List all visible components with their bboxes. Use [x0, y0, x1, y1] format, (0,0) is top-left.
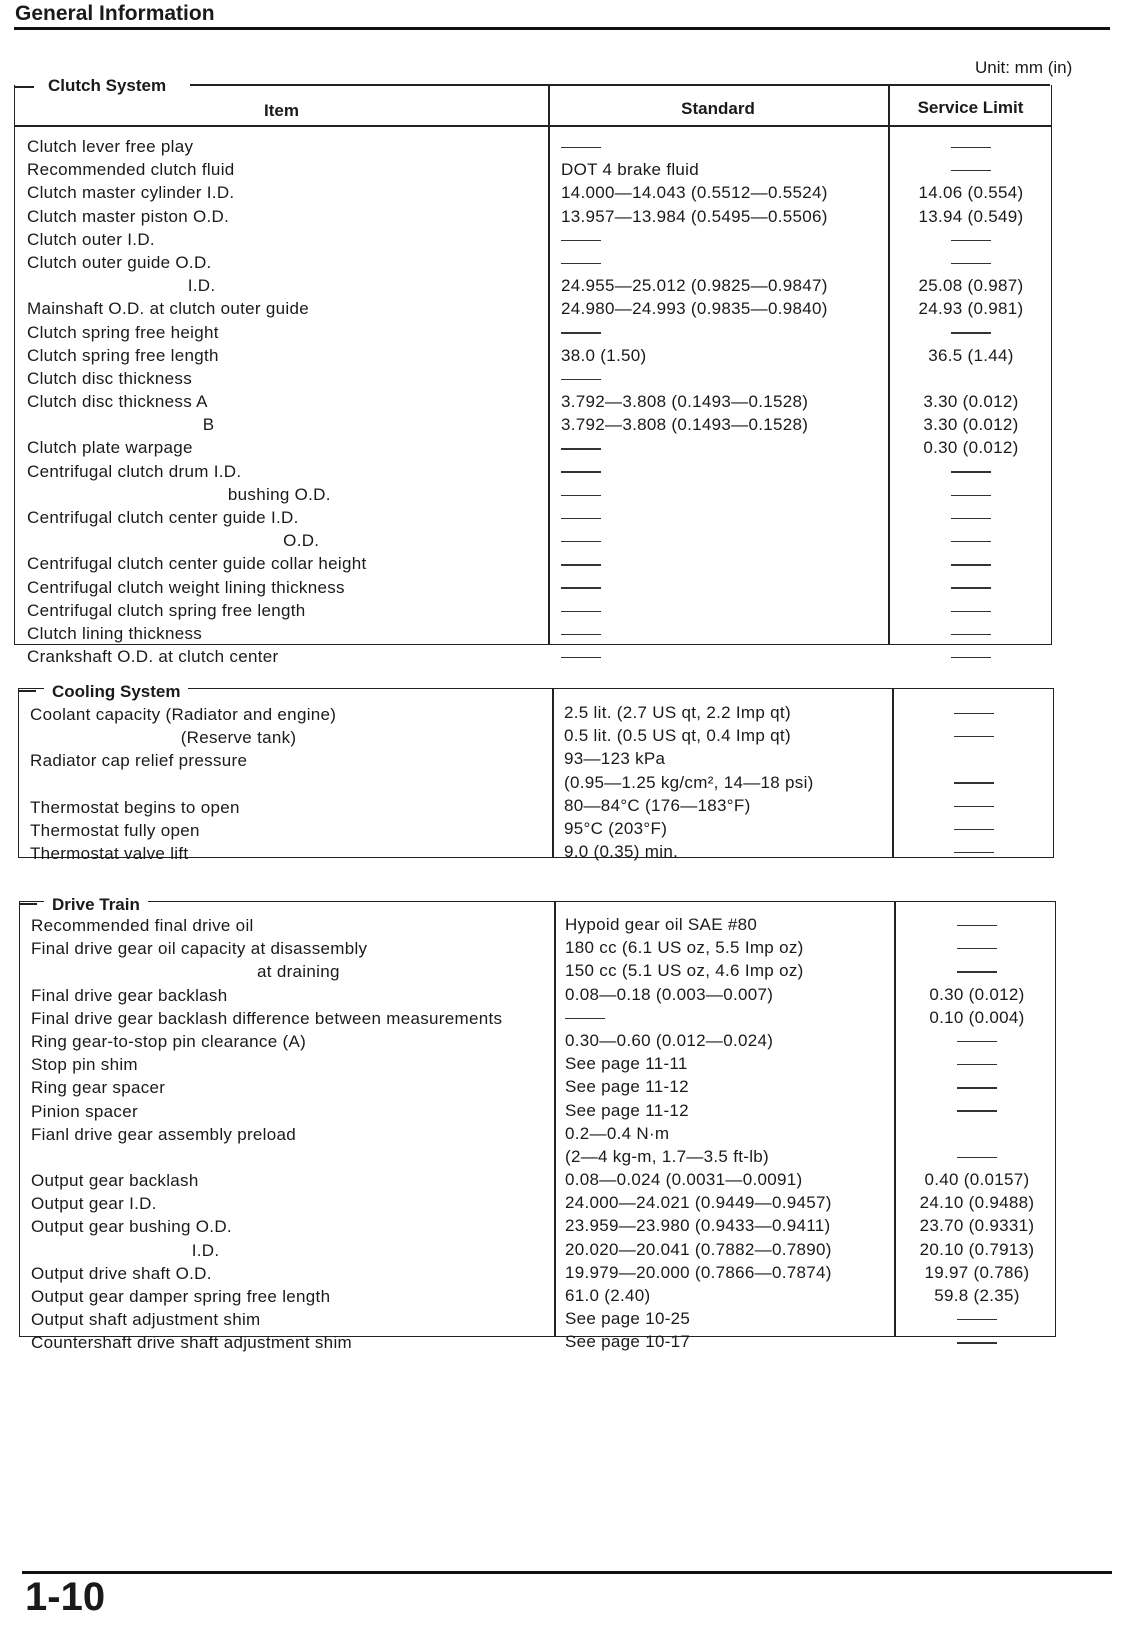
- standard-value: 14.000—14.043 (0.5512—0.5524): [561, 183, 828, 203]
- page-title: General Information: [15, 2, 215, 25]
- standard-value: [561, 436, 881, 459]
- not-specified-dash: [954, 713, 994, 715]
- cooling-service-column: [899, 701, 1049, 863]
- spec-item: (Reserve tank): [30, 728, 297, 748]
- not-specified-dash: [951, 147, 991, 149]
- not-specified-dash: [954, 782, 994, 784]
- standard-value: [561, 367, 881, 390]
- not-specified-dash: [561, 518, 601, 520]
- standard-value: 95°C (203°F): [564, 818, 668, 838]
- drive-item-column: [31, 914, 551, 1355]
- drive-train-title: Drive Train: [44, 895, 148, 915]
- service-limit-value: 0.30 (0.012): [923, 438, 1019, 458]
- item-column-header: Item: [264, 101, 299, 120]
- spec-item: Clutch outer I.D.: [27, 229, 155, 249]
- spec-item: Recommended clutch fluid: [27, 160, 235, 180]
- standard-value: 20.020—20.041 (0.7882—0.7890): [565, 1239, 832, 1259]
- standard-value: [561, 529, 881, 552]
- cooling-system-table: [18, 688, 1054, 864]
- service-limit-value: [895, 321, 1047, 344]
- not-specified-dash: [951, 471, 991, 473]
- not-specified-dash: [957, 1157, 997, 1159]
- service-limit-value: 36.5 (1.44): [928, 345, 1014, 365]
- spec-item: Centrifugal clutch drum I.D.: [27, 461, 242, 481]
- service-limit-value: 0.30 (0.012): [929, 984, 1025, 1004]
- not-specified-dash: [951, 263, 991, 265]
- standard-value: 0.08—0.024 (0.0031—0.0091): [565, 1170, 803, 1190]
- service-limit-value: [895, 251, 1047, 274]
- standard-value: 13.957—13.984 (0.5495—0.5506): [561, 206, 828, 226]
- spec-item: Pinion spacer: [31, 1101, 138, 1121]
- not-specified-dash: [561, 587, 601, 589]
- service-limit-value: [899, 701, 1049, 724]
- not-specified-dash: [954, 736, 994, 738]
- standard-value: 150 cc (5.1 US oz, 4.6 Imp oz): [565, 961, 804, 981]
- spec-item: at draining: [31, 962, 340, 982]
- service-limit-value: 59.8 (2.35): [934, 1286, 1020, 1305]
- not-specified-dash: [561, 564, 601, 566]
- not-specified-dash: [957, 1041, 997, 1043]
- service-limit-value: [895, 576, 1047, 599]
- spec-item: Thermostat valve lift: [30, 844, 189, 864]
- standard-value: (0.95—1.25 kg/cm², 14—18 psi): [564, 772, 814, 792]
- not-specified-dash: [954, 852, 994, 854]
- spec-item: Thermostat begins to open: [30, 797, 240, 817]
- standard-value: See page 11-11: [565, 1054, 688, 1074]
- not-specified-dash: [957, 1110, 997, 1112]
- standard-value: 61.0 (2.40): [565, 1286, 651, 1305]
- not-specified-dash: [957, 1087, 997, 1089]
- not-specified-dash: [561, 147, 601, 149]
- service-limit-column-header: Service Limit: [917, 98, 1024, 117]
- not-specified-dash: [561, 634, 601, 636]
- not-specified-dash: [954, 829, 994, 831]
- page-number: 1-10: [25, 1575, 106, 1619]
- standard-value: [561, 552, 881, 575]
- spec-item: Clutch master piston O.D.: [27, 206, 230, 226]
- service-limit-value: 20.10 (0.7913): [919, 1239, 1035, 1259]
- service-limit-value: [895, 506, 1047, 529]
- clutch-system-title: Clutch System: [40, 76, 174, 96]
- spec-item: Output gear backlash: [31, 1171, 199, 1191]
- cooling-item-column: [30, 703, 545, 865]
- standard-value: 2.5 lit. (2.7 US qt, 2.2 Imp qt): [564, 703, 791, 722]
- standard-value: [561, 622, 881, 645]
- standard-value: [561, 576, 881, 599]
- standard-value: 0.5 lit. (0.5 US qt, 0.4 Imp qt): [564, 726, 791, 746]
- standard-value: 24.955—25.012 (0.9825—0.9847): [561, 276, 828, 296]
- spec-item: Ring gear-to-stop pin clearance (A): [31, 1031, 307, 1051]
- cooling-system-title: Cooling System: [44, 682, 188, 702]
- not-specified-dash: [561, 448, 601, 450]
- standard-value: 9.0 (0.35) min.: [564, 842, 679, 862]
- service-limit-value: [895, 552, 1047, 575]
- service-limit-value: [895, 645, 1047, 668]
- not-specified-dash: [957, 1319, 997, 1321]
- spec-item: Output gear I.D.: [31, 1194, 157, 1214]
- standard-value: 0.2—0.4 N·m: [565, 1123, 670, 1143]
- service-limit-value: [895, 367, 1047, 390]
- spec-item: Clutch disc thickness: [27, 368, 193, 388]
- service-limit-value: 0.10 (0.004): [929, 1007, 1025, 1027]
- spec-item: bushing O.D.: [27, 484, 331, 504]
- spec-item: Final drive gear backlash difference between measurements: [31, 1008, 503, 1028]
- footer-rule: [22, 1571, 1112, 1574]
- cooling-standard-column: [564, 701, 884, 863]
- service-limit-value: [901, 1029, 1053, 1052]
- standard-value: 0.30—0.60 (0.012—0.024): [565, 1030, 774, 1050]
- standard-value: See page 10-17: [565, 1332, 691, 1352]
- spec-item: Mainshaft O.D. at clutch outer guide: [27, 299, 309, 319]
- not-specified-dash: [951, 587, 991, 589]
- standard-value: [561, 483, 881, 506]
- spec-item: Centrifugal clutch center guide collar height: [27, 554, 367, 574]
- not-specified-dash: [951, 634, 991, 636]
- spec-item: Clutch spring free height: [27, 322, 219, 342]
- service-limit-value: [895, 460, 1047, 483]
- standard-value: (2—4 kg-m, 1.7—3.5 ft-lb): [565, 1146, 770, 1166]
- not-specified-dash: [951, 518, 991, 520]
- spec-item: Stop pin shim: [31, 1055, 138, 1075]
- spec-item: Output gear bushing O.D.: [31, 1217, 232, 1237]
- service-limit-value: [895, 135, 1047, 158]
- service-limit-value: 14.06 (0.554): [918, 183, 1024, 203]
- spec-item: Final drive gear backlash: [31, 985, 228, 1005]
- spec-item: Thermostat fully open: [30, 820, 200, 840]
- not-specified-dash: [561, 263, 601, 265]
- not-specified-dash: [561, 332, 601, 334]
- column-divider: [892, 689, 894, 857]
- spec-item: Clutch outer guide O.D.: [27, 252, 212, 272]
- column-divider: [894, 902, 896, 1336]
- standard-value: DOT 4 brake fluid: [561, 160, 700, 180]
- standard-value: [561, 135, 881, 158]
- not-specified-dash: [561, 657, 601, 659]
- standard-value: 3.792—3.808 (0.1493—0.1528): [561, 415, 809, 435]
- not-specified-dash: [957, 1064, 997, 1066]
- not-specified-dash: [561, 379, 601, 381]
- standard-value: 80—84°C (176—183°F): [564, 795, 751, 815]
- clutch-item-column: [27, 135, 542, 668]
- standard-value: [561, 460, 881, 483]
- not-specified-dash: [561, 495, 601, 497]
- service-limit-value: 3.30 (0.012): [923, 392, 1019, 412]
- not-specified-dash: [951, 611, 991, 613]
- standard-value: Hypoid gear oil SAE #80: [565, 915, 758, 934]
- spec-item: I.D.: [31, 1240, 220, 1260]
- spec-item: Final drive gear oil capacity at disassembly: [31, 939, 368, 959]
- service-limit-value: [895, 529, 1047, 552]
- spec-item: Clutch lining thickness: [27, 623, 203, 643]
- service-limit-value: [901, 913, 1053, 936]
- clutch-standard-column: [561, 135, 881, 668]
- not-specified-dash: [565, 1018, 605, 1020]
- column-divider: [552, 689, 554, 857]
- unit-label: Unit: mm (in): [975, 58, 1073, 77]
- spec-item: Ring gear spacer: [31, 1078, 166, 1098]
- not-specified-dash: [561, 611, 601, 613]
- service-limit-value: [901, 1075, 1053, 1098]
- drive-standard-column: [565, 913, 890, 1354]
- standard-value: 23.959—23.980 (0.9433—0.9411): [565, 1216, 831, 1236]
- spec-item: Clutch lever free play: [27, 137, 194, 156]
- not-specified-dash: [951, 541, 991, 543]
- spec-item: Clutch master cylinder I.D.: [27, 183, 235, 203]
- standard-value: [561, 599, 881, 622]
- service-limit-value: [901, 936, 1053, 959]
- standard-value: [561, 321, 881, 344]
- standard-value: 24.000—24.021 (0.9449—0.9457): [565, 1193, 832, 1213]
- spec-item: Coolant capacity (Radiator and engine): [30, 705, 337, 724]
- not-specified-dash: [951, 332, 991, 334]
- spec-item: Recommended final drive oil: [31, 916, 254, 935]
- spec-item: Clutch plate warpage: [27, 438, 193, 458]
- service-limit-value: [899, 724, 1049, 747]
- not-specified-dash: [957, 948, 997, 950]
- standard-value: [561, 251, 881, 274]
- service-limit-value: [901, 1145, 1053, 1168]
- header-rule: [14, 27, 1110, 30]
- standard-value: 3.792—3.808 (0.1493—0.1528): [561, 392, 809, 412]
- service-limit-value: [895, 622, 1047, 645]
- service-limit-value: [895, 158, 1047, 181]
- spec-item: [31, 1146, 551, 1169]
- spec-item: Centrifugal clutch spring free length: [27, 600, 306, 620]
- not-specified-dash: [957, 925, 997, 927]
- not-specified-dash: [951, 170, 991, 172]
- service-limit-value: [899, 771, 1049, 794]
- service-limit-value: [901, 1122, 1053, 1145]
- spec-item: I.D.: [27, 276, 216, 296]
- service-limit-value: [901, 1330, 1053, 1353]
- service-limit-value: 0.40 (0.0157): [924, 1170, 1030, 1190]
- spec-item: Output shaft adjustment shim: [31, 1310, 261, 1330]
- standard-value: [565, 1006, 890, 1029]
- spec-item: Countershaft drive shaft adjustment shim: [31, 1333, 352, 1353]
- spec-item: Centrifugal clutch center guide I.D.: [27, 508, 299, 527]
- service-limit-value: [901, 1052, 1053, 1075]
- standard-value: 0.08—0.18 (0.003—0.007): [565, 984, 774, 1004]
- service-limit-value: 19.97 (0.786): [924, 1262, 1030, 1282]
- spec-item: Centrifugal clutch weight lining thickness: [27, 577, 345, 597]
- drive-service-column: [901, 913, 1053, 1354]
- standard-value: See page 11-12: [565, 1077, 689, 1097]
- standard-value: [561, 645, 881, 668]
- standard-value: See page 10-25: [565, 1309, 691, 1329]
- spec-item: [30, 773, 545, 796]
- service-limit-value: 25.08 (0.987): [918, 276, 1024, 296]
- service-limit-value: [895, 483, 1047, 506]
- service-limit-value: 24.93 (0.981): [918, 299, 1024, 319]
- service-limit-value: 3.30 (0.012): [923, 415, 1019, 435]
- standard-value: See page 11-12: [565, 1100, 689, 1120]
- standard-value: 38.0 (1.50): [561, 345, 647, 365]
- standard-column-header: Standard: [681, 99, 755, 118]
- spec-item: O.D.: [27, 531, 320, 551]
- not-specified-dash: [561, 240, 601, 242]
- standard-value: [561, 228, 881, 251]
- spec-item: Radiator cap relief pressure: [30, 751, 248, 771]
- not-specified-dash: [951, 564, 991, 566]
- service-limit-value: 23.70 (0.9331): [919, 1216, 1035, 1236]
- column-divider: [548, 85, 550, 644]
- service-limit-value: 24.10 (0.9488): [919, 1193, 1035, 1213]
- column-divider: [554, 902, 556, 1336]
- spec-item: Crankshaft O.D. at clutch center: [27, 647, 279, 667]
- service-limit-value: [899, 794, 1049, 817]
- drive-train-table: [19, 901, 1056, 1353]
- spec-item: Output drive shaft O.D.: [31, 1263, 212, 1283]
- not-specified-dash: [951, 495, 991, 497]
- service-limit-value: [895, 228, 1047, 251]
- clutch-system-table: [14, 85, 1052, 667]
- service-limit-value: [895, 599, 1047, 622]
- spec-item: Fianl drive gear assembly preload: [31, 1124, 297, 1144]
- service-limit-value: [899, 747, 1049, 770]
- not-specified-dash: [561, 541, 601, 543]
- spec-item: Clutch spring free length: [27, 345, 219, 365]
- spec-item: Output gear damper spring free length: [31, 1287, 331, 1306]
- service-limit-value: [901, 1099, 1053, 1122]
- service-limit-value: [899, 817, 1049, 840]
- standard-value: 180 cc (6.1 US oz, 5.5 Imp oz): [565, 938, 804, 958]
- not-specified-dash: [954, 806, 994, 808]
- service-limit-value: [901, 1307, 1053, 1330]
- service-limit-value: [901, 959, 1053, 982]
- column-divider: [888, 85, 890, 644]
- not-specified-dash: [951, 657, 991, 659]
- not-specified-dash: [957, 971, 997, 973]
- not-specified-dash: [957, 1342, 997, 1344]
- standard-value: 24.980—24.993 (0.9835—0.9840): [561, 299, 828, 319]
- spec-item: Clutch disc thickness A: [27, 392, 208, 412]
- not-specified-dash: [561, 471, 601, 473]
- header-divider: [15, 125, 1051, 127]
- standard-value: 93—123 kPa: [564, 749, 666, 769]
- service-limit-value: 13.94 (0.549): [918, 206, 1024, 226]
- standard-value: [561, 506, 881, 529]
- not-specified-dash: [951, 240, 991, 242]
- service-limit-value: [899, 840, 1049, 863]
- standard-value: 19.979—20.000 (0.7866—0.7874): [565, 1262, 832, 1282]
- clutch-service-column: [895, 135, 1047, 668]
- spec-item: B: [27, 415, 215, 435]
